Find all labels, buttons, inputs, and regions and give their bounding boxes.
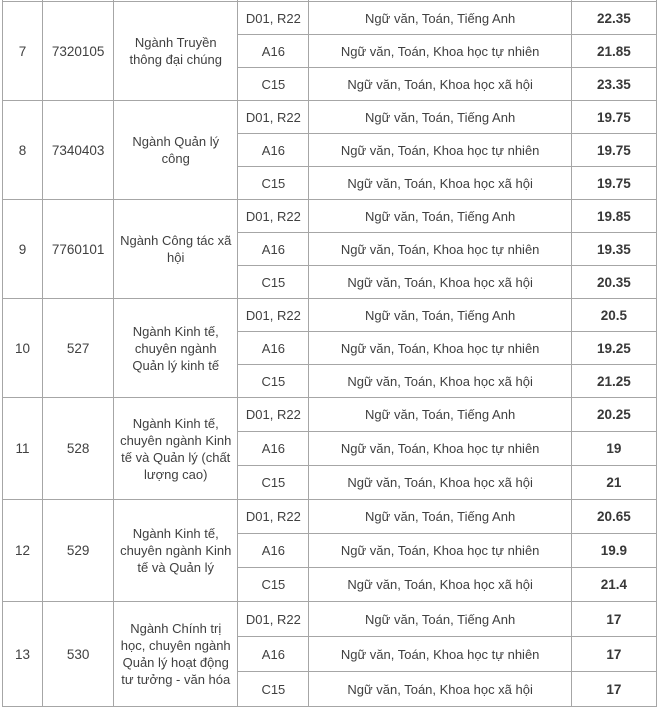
score-cell: 19 (571, 432, 656, 466)
score-cell: 20.5 (571, 299, 656, 332)
subjects-cell: Ngữ văn, Toán, Khoa học tự nhiên (309, 332, 571, 365)
combo-cell: A16 (238, 534, 309, 568)
score-cell: 19.75 (571, 167, 656, 200)
major-group (3, 602, 657, 707)
subjects-cell: Ngữ văn, Toán, Khoa học xã hội (309, 167, 571, 200)
score-cell: 17 (571, 602, 656, 637)
subjects-cell: Ngữ văn, Toán, Khoa học xã hội (309, 266, 571, 299)
combo-cell: D01, R22 (238, 602, 309, 637)
combo-cell: A16 (238, 134, 309, 167)
score-cell: 21 (571, 466, 656, 500)
major-group (3, 101, 657, 200)
score-cell: 20.35 (571, 266, 656, 299)
major-group (3, 398, 657, 500)
major-cell: Ngành Kinh tế, chuyên ngành Kinh tế và Quản lý (114, 500, 238, 602)
combo-cell: D01, R22 (238, 200, 309, 233)
subjects-cell: Ngữ văn, Toán, Khoa học xã hội (309, 568, 571, 602)
table-row (3, 299, 657, 332)
combo-cell: C15 (238, 365, 309, 398)
major-group (3, 2, 657, 101)
subjects-cell: Ngữ văn, Toán, Tiếng Anh (309, 101, 571, 134)
subjects-cell: Ngữ văn, Toán, Khoa học tự nhiên (309, 233, 571, 266)
score-cell: 21.4 (571, 568, 656, 602)
score-cell: 19.9 (571, 534, 656, 568)
combo-cell: D01, R22 (238, 398, 309, 432)
subjects-cell: Ngữ văn, Toán, Tiếng Anh (309, 602, 571, 637)
code-cell: 529 (43, 500, 114, 602)
score-cell: 17 (571, 637, 656, 672)
combo-cell: D01, R22 (238, 2, 309, 35)
subjects-cell: Ngữ văn, Toán, Tiếng Anh (309, 500, 571, 534)
table-row (3, 602, 657, 637)
table-row (3, 200, 657, 233)
admission-scores-table (2, 0, 657, 707)
score-cell: 19.25 (571, 332, 656, 365)
score-cell: 21.25 (571, 365, 656, 398)
major-group (3, 200, 657, 299)
score-cell: 17 (571, 672, 656, 707)
row-index-cell: 13 (3, 602, 43, 707)
combo-cell: C15 (238, 466, 309, 500)
row-index-cell: 9 (3, 200, 43, 299)
score-cell: 19.35 (571, 233, 656, 266)
combo-cell: C15 (238, 266, 309, 299)
subjects-cell: Ngữ văn, Toán, Khoa học tự nhiên (309, 534, 571, 568)
major-cell: Ngành Chính trị học, chuyên ngành Quản lý hoạt động tư tưởng - văn hóa (114, 602, 238, 707)
combo-cell: C15 (238, 568, 309, 602)
subjects-cell: Ngữ văn, Toán, Khoa học tự nhiên (309, 134, 571, 167)
score-cell: 19.75 (571, 101, 656, 134)
subjects-cell: Ngữ văn, Toán, Tiếng Anh (309, 398, 571, 432)
code-cell: 530 (43, 602, 114, 707)
score-cell: 19.85 (571, 200, 656, 233)
subjects-cell: Ngữ văn, Toán, Khoa học xã hội (309, 68, 571, 101)
row-index-cell: 7 (3, 2, 43, 101)
combo-cell: C15 (238, 68, 309, 101)
major-cell: Ngành Công tác xã hội (114, 200, 238, 299)
table-row (3, 2, 657, 35)
row-index-cell: 8 (3, 101, 43, 200)
subjects-cell: Ngữ văn, Toán, Tiếng Anh (309, 299, 571, 332)
combo-cell: A16 (238, 233, 309, 266)
subjects-cell: Ngữ văn, Toán, Khoa học tự nhiên (309, 35, 571, 68)
row-index-cell: 10 (3, 299, 43, 398)
row-index-cell: 12 (3, 500, 43, 602)
subjects-cell: Ngữ văn, Toán, Khoa học xã hội (309, 365, 571, 398)
combo-cell: D01, R22 (238, 299, 309, 332)
score-cell: 23.35 (571, 68, 656, 101)
score-cell: 21.85 (571, 35, 656, 68)
code-cell: 7340403 (43, 101, 114, 200)
subjects-cell: Ngữ văn, Toán, Khoa học tự nhiên (309, 637, 571, 672)
row-index-cell: 11 (3, 398, 43, 500)
score-cell: 20.65 (571, 500, 656, 534)
subjects-cell: Ngữ văn, Toán, Khoa học tự nhiên (309, 432, 571, 466)
major-group (3, 500, 657, 602)
code-cell: 528 (43, 398, 114, 500)
table-row (3, 500, 657, 534)
subjects-cell: Ngữ văn, Toán, Tiếng Anh (309, 2, 571, 35)
combo-cell: A16 (238, 332, 309, 365)
combo-cell: D01, R22 (238, 101, 309, 134)
subjects-cell: Ngữ văn, Toán, Tiếng Anh (309, 200, 571, 233)
major-group (3, 299, 657, 398)
code-cell: 527 (43, 299, 114, 398)
major-cell: Ngành Kinh tế, chuyên ngành Kinh tế và Quản lý (chất lượng cao) (114, 398, 238, 500)
score-cell: 20.25 (571, 398, 656, 432)
code-cell: 7760101 (43, 200, 114, 299)
major-cell: Ngành Kinh tế, chuyên ngành Quản lý kinh tế (114, 299, 238, 398)
score-cell: 22.35 (571, 2, 656, 35)
combo-cell: D01, R22 (238, 500, 309, 534)
table-row (3, 101, 657, 134)
combo-cell: A16 (238, 35, 309, 68)
subjects-cell: Ngữ văn, Toán, Khoa học xã hội (309, 672, 571, 707)
code-cell: 7320105 (43, 2, 114, 101)
combo-cell: A16 (238, 432, 309, 466)
combo-cell: C15 (238, 167, 309, 200)
table-row (3, 398, 657, 432)
major-cell: Ngành Truyền thông đại chúng (114, 2, 238, 101)
major-cell: Ngành Quản lý công (114, 101, 238, 200)
combo-cell: C15 (238, 672, 309, 707)
score-cell: 19.75 (571, 134, 656, 167)
subjects-cell: Ngữ văn, Toán, Khoa học xã hội (309, 466, 571, 500)
combo-cell: A16 (238, 637, 309, 672)
